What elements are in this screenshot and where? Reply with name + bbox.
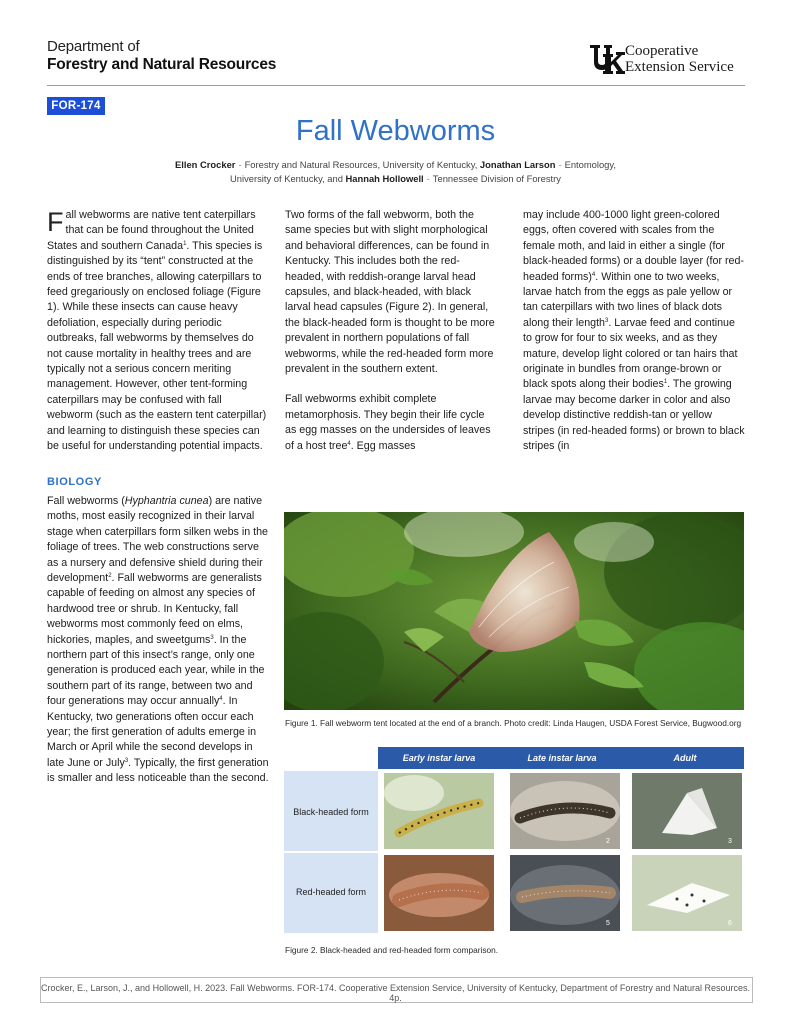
photo-number-2: 2 [606,838,610,845]
department-name: Forestry and Natural Resources [47,56,277,73]
row-label-black-headed: Black-headed form [293,807,369,817]
citation-text: Crocker, E., Larson, J., and Hollowell, H. 2023. Fall Webworms. FOR-174. Cooperative Extension Service, University of Kentucky, Department of Forestry and Natural Resources. 4p. [41,983,750,1003]
authors-block: Ellen Crocker - Forestry and Natural Resources, University of Kentucky, Jonathan Larson - Entomology, University of Kentucky, and Hannah Hollowell - Tennessee Division of Forestry [175,159,616,184]
metamorphosis-paragraph: Fall webworms exhibit complete metamorphosis. They begin their life cycle as egg masses on the undersides of leaves of a host tree$^4$. Egg masses [285,393,491,452]
extension-logo-text [625,43,734,75]
biology-paragraph: Fall webworms (Hyphantria cunea) are native moths, most easily recognized in their larval stage when caterpillars form silken webs in the foliage of trees. The web constructions serve as a nursery and defensive shield during their development$^2$. Fall webworms are generalists capable of feeding on almost any species of hardwood tree or shrub. In Kentucky, fall webworms most commonly feed on elms, hickories, maples, and sweetgums$^3$. In the northern part of this insect’s range, only one generation is produced each year, while in the southern part of its range, between two and four generations may occur annually$^4$. In Kentucky, two generations often occur each year; the first generation of adults emerge in March or April while the second develops in late June or July$^3$. Typically, the first generation is smaller and less noticeable than the second. [47,494,269,785]
author-2: Jonathan Larson [479,159,556,170]
logo-line-2: Extension Service [625,59,734,75]
webworm-tent-photo [284,512,744,710]
black-headed-early-larva-photo [384,773,494,849]
author-1: Ellen Crocker [175,159,236,170]
column-3 [523,208,745,455]
column-header-adult: Adult [673,753,697,763]
publication-badge: FOR-174 [47,97,105,115]
lifecycle-paragraph: may include 400-1000 light green-colored eggs, often covered with scales from the female moth, and laid in either a single (for black-headed forms) or a double layer (for red-headed forms)$^4$. Within one to two weeks, larvae hatch from the eggs as pale yellow or tan caterpillars with two lines of black dots along their length$^3$. Larvae feed and continue to grow for four to six weeks, and as they mature, develop light colored or tan hairs that originate in bundles from orange-brown or black spots along their bodies$^1$. The growing larvae may become darker in color and also develop distinctive reddish-tan or yellow stripes (in red-headed forms) or brown to black stripes (in [523,209,745,453]
column-header-late-larva: Late instar larva [527,753,597,763]
column-2 [285,208,497,454]
author-3: Hannah Hollowell [345,173,424,184]
author-3-affiliation: Tennessee Division of Forestry [432,173,561,184]
intro-paragraph: Fall webworms are native tent caterpillars that can be found throughout the United States and southern Canada$^1$. This species is distinguished by its “tent” constructed at the ends of tree branches, allowing caterpillars to feed gregariously on enclosed foliage (Figure 1). While these insects can cause heavy defoliation, especially during periodic outbreaks, fall webworms by themselves do not cause mortality in healthy trees and are typically not a serious concern meriting management. However, other tent-forming caterpillars may be confused with fall webworm (such as the eastern tent caterpillar) and learning to distinguish these species can be useful for understanding potential impacts. [47,207,267,453]
column-header-early-larva: Early instar larva [402,753,476,763]
department-label: Department of [47,38,140,55]
forms-paragraph: Two forms of the fall webworm, both the same species but with slight morphological and behavioral differences, can be found in Kentucky. This includes both the red-headed, with reddish-orange larval head capsules, and black-headed, with black larval head capsules (Figure 2). In general, the black-headed form is thought to be more prevalent in northern populations of fall webworms, while the red-headed form more prevalent in the southern extent. [285,209,495,376]
column-1 [47,208,269,787]
red-headed-late-larva-photo [510,855,620,931]
row-label-red-headed: Red-headed form [295,887,367,897]
red-headed-early-larva-photo [384,855,494,931]
figure-2-caption: Figure 2. Black-headed and red-headed form comparison. [285,945,499,955]
page-title: Fall Webworms [295,115,496,147]
logo-line-1: Cooperative [625,43,699,59]
photo-number-6: 6 [728,920,732,927]
figure-1-caption: Figure 1. Fall webworm tent located at the end of a branch. Photo credit: Linda Haugen, USDA Forest Service, Bugwood.org [285,718,742,728]
author-2-affiliation: Entomology, [564,159,616,170]
drop-cap: F [47,207,64,237]
red-headed-adult-photo [632,855,742,931]
author-2-affiliation-cont: University of Kentucky, and [230,173,343,184]
black-headed-late-larva-photo [510,773,620,849]
author-1-affiliation: Forestry and Natural Resources, University of Kentucky, [244,159,478,170]
header-rule [47,85,745,86]
section-heading-biology: BIOLOGY [47,475,102,488]
photo-number-5: 5 [606,920,610,927]
uk-logo-icon [589,43,625,75]
comparison-table [284,747,744,933]
black-headed-adult-photo [632,773,742,849]
photo-number-3: 3 [728,838,732,845]
